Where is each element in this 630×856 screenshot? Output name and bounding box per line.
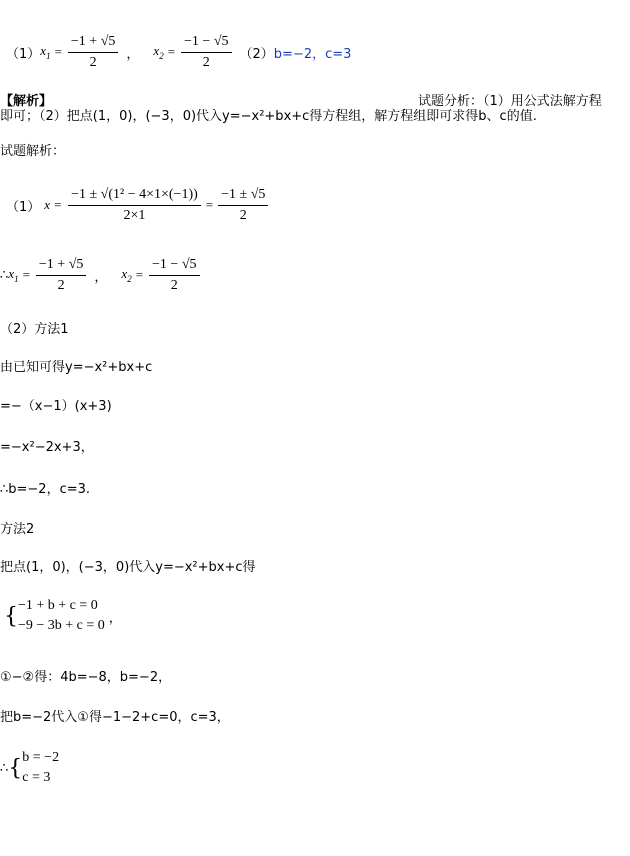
separator-comma: ， [126,46,140,62]
solution-c: c = 3 [22,770,51,785]
fraction-denominator: 2 [202,54,210,70]
method1-label: （2）方法1 [0,322,69,337]
equals-sign: = [54,44,62,59]
equals-sign: = [205,197,214,212]
roots-line [0,250,202,300]
equation-system-2 [0,748,59,788]
step1-simplified-fraction [218,186,268,225]
step1-fraction [68,186,201,225]
root-x1-fraction [36,256,86,295]
method2-line4: 把b=−2代入①得−1−2+c=0，c=3， [0,710,230,725]
root-x1-symbol: $x_1$ [8,266,19,284]
system-equations [18,596,105,636]
quadratic-formula-step [6,180,270,230]
analysis-intro-right: 试题分析：（1）用公式法解方程 [418,94,602,109]
analysis-heading: 【解析】 [0,94,53,109]
equals-sign: = [22,267,30,282]
answer-part2-label: （2） [239,46,274,62]
system-tail: ， [108,610,122,626]
fraction-denominator: 2 [239,207,247,223]
fraction-numerator: −1 + √5 [68,33,118,53]
method2-label: 方法2 [0,522,35,537]
equation-system-1 [4,596,122,636]
answer-line [6,28,351,76]
step1-lhs: x = [44,197,63,212]
separator-comma: ， [94,269,108,285]
answer-x1-symbol: $x_1$ [40,43,51,61]
method1-line2: =−（x−1）(x+3) [0,399,112,414]
answer-x1-fraction [68,33,118,72]
method2-line3: ①−②得：4b=−8，b=−2， [0,670,172,685]
fraction-numerator: −1 ± √5 [218,186,268,206]
analysis-intro-line2: 即可；（2）把点(1，0)，(−3，0)代入y=−x²+bx+c得方程组，解方程组即可求得b、c的值. [0,109,537,124]
method1-line4: ∴b=−2，c=3. [0,482,91,497]
fraction-denominator: 2×1 [123,207,146,223]
fraction-numerator: −1 + √5 [36,256,86,276]
fraction-numerator: −1 ± √(1² − 4×1×(−1)) [68,186,201,206]
step1-label: （1） [6,199,41,215]
therefore-symbol: ∴ [0,760,9,776]
system-equation-2: −9 − 3b + c = 0 [18,618,105,633]
system-equation-1: −1 + b + c = 0 [18,598,98,613]
answer-part2-text: b=−2，c=3 [273,46,352,62]
solution-heading: 试题解析： [0,144,66,159]
fraction-numerator: −1 − √5 [149,256,199,276]
root-x2-symbol: $x_2$ [121,266,132,284]
answer-part1-label: （1） [6,46,41,62]
equals-sign: = [167,44,176,59]
left-brace-icon: { [8,755,23,781]
left-brace-icon: { [4,603,18,629]
method1-line3: =−x²−2x+3， [0,440,94,455]
method1-line1: 由已知可得y=−x²+bx+c [0,360,153,375]
root-x2-fraction [149,256,199,295]
answer-x2-symbol: $x_2$ [153,43,164,61]
solution-b: b = −2 [22,750,60,765]
fraction-denominator: 2 [89,54,97,70]
method2-line1: 把点(1，0)，(−3，0)代入y=−x²+bx+c得 [0,560,256,575]
answer-x2-fraction [181,33,231,72]
therefore-symbol: ∴ [0,267,9,283]
fraction-numerator: −1 − √5 [181,33,231,53]
fraction-denominator: 2 [57,277,65,293]
equals-sign: = [135,267,144,282]
fraction-denominator: 2 [170,277,178,293]
system-solution [22,748,59,788]
